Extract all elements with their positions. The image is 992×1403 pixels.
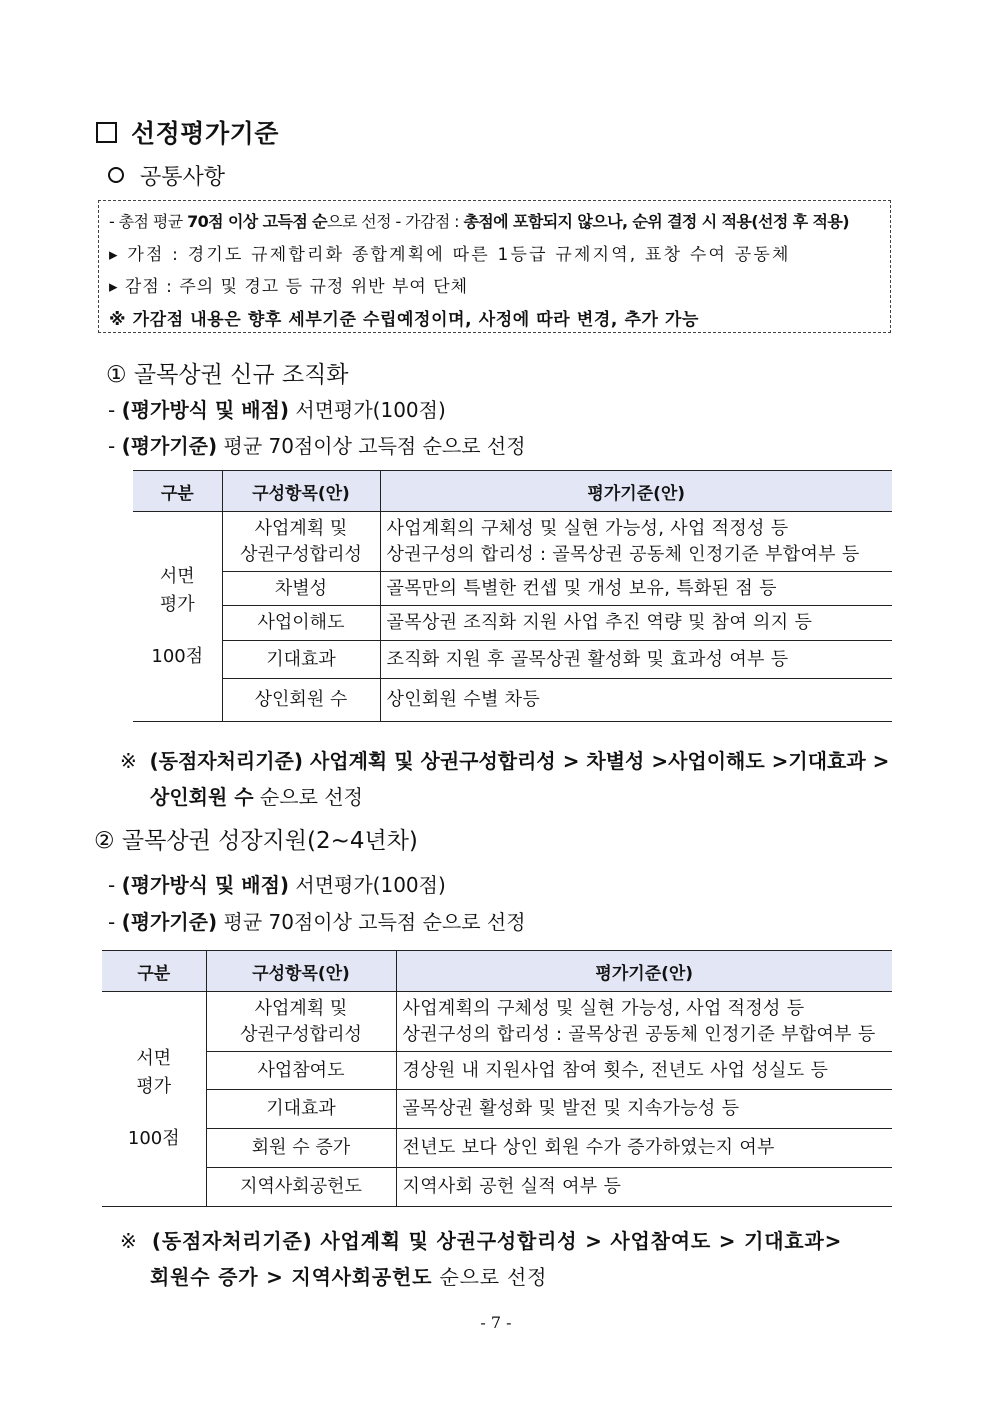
table-header-row [133,471,892,512]
note-line-3: ▸ 감점 : 주의 및 경고 등 규정 위반 부여 단체 [109,277,469,297]
part1-eval-table [133,470,892,722]
table-row [133,512,892,572]
header-category: 구분 [133,471,222,512]
page-number: - 7 - [480,1313,512,1332]
table-row [102,1052,892,1090]
section-title: 선정평가기준 [96,114,279,150]
table-row [133,606,892,641]
table-header-row [102,951,892,992]
item-cell: 사업계획 및 상권구성합리성 [206,992,396,1052]
part1-tie-rule-line2: 상인회원 수 순으로 선정 [150,785,363,809]
table-row [133,572,892,606]
note-line-2: ▸ 가점 : 경기도 규제합리화 종합계획에 따른 1등급 규제지역, 표창 수여 공동체 [109,245,791,265]
table-row [102,992,892,1052]
item-cell: 상인회원 수 [222,679,380,722]
criteria-cell: 전년도 보다 상인 회원 수가 증가하였는지 여부 [396,1129,892,1168]
item-cell: 지역사회공헌도 [206,1168,396,1207]
square-bullet-icon [96,122,117,143]
table-row [133,679,892,722]
part2-method: - (평가방식 및 배점) 서면평가(100점) [108,873,446,897]
part1-criteria: - (평가기준) 평균 70점이상 고득점 순으로 선정 [108,434,526,458]
item-cell: 사업계획 및 상권구성합리성 [222,512,380,572]
item-cell: 사업참여도 [206,1052,396,1090]
common-title: 공통사항 [108,160,225,191]
part1-method: - (평가방식 및 배점) 서면평가(100점) [108,398,446,422]
criteria-cell: 골목상권 조직화 지원 사업 추진 역량 및 참여 의지 등 [380,606,892,641]
table-row [102,1090,892,1129]
criteria-cell: 골목상권 활성화 및 발전 및 지속가능성 등 [396,1090,892,1129]
table-row [133,641,892,679]
note-line-4: ※ 가감점 내용은 향후 세부기준 수립예정이며, 사정에 따라 변경, 추가 가능 [109,310,700,330]
part2-eval-table [102,950,892,1207]
category-cell: 서면 평가 100점 [102,992,206,1207]
criteria-cell: 조직화 지원 후 골목상권 활성화 및 효과성 여부 등 [380,641,892,679]
header-item: 구성항목(안) [222,471,380,512]
criteria-cell: 경상원 내 지원사업 참여 횟수, 전년도 사업 성실도 등 [396,1052,892,1090]
item-cell: 차별성 [222,572,380,606]
part2-criteria: - (평가기준) 평균 70점이상 고득점 순으로 선정 [108,910,526,934]
item-cell: 회원 수 증가 [206,1129,396,1168]
part1-title: ① 골목상권 신규 조직화 [106,362,349,388]
header-criteria: 평가기준(안) [380,471,892,512]
common-note-box [98,200,891,333]
item-cell: 기대효과 [222,641,380,679]
criteria-cell: 지역사회 공헌 실적 여부 등 [396,1168,892,1207]
note-line-1: - 총점 평균 70점 이상 고득점 순으로 선정 - 가감점 : 총점에 포함되지 않으나, 순위 결정 시 적용(선정 후 적용) [109,212,849,231]
header-item: 구성항목(안) [206,951,396,992]
item-cell: 사업이해도 [222,606,380,641]
part1-tie-rule-line1: ※ (동점자처리기준) 사업계획 및 상권구성합리성 > 차별성 >사업이해도 >기대효과 > [120,749,890,773]
header-criteria: 평가기준(안) [396,951,892,992]
item-cell: 기대효과 [206,1090,396,1129]
part2-title: ② 골목상권 성장지원(2~4년차) [94,828,418,854]
criteria-cell: 상인회원 수별 차등 [380,679,892,722]
header-category: 구분 [102,951,206,992]
table-row [102,1168,892,1207]
category-cell: 서면 평가 100점 [133,512,222,722]
criteria-cell: 골목만의 특별한 컨셉 및 개성 보유, 특화된 점 등 [380,572,892,606]
criteria-cell: 사업계획의 구체성 및 실현 가능성, 사업 적정성 등 상권구성의 합리성 : 골목상권 공동체 인정기준 부합여부 등 [396,992,892,1052]
criteria-cell: 사업계획의 구체성 및 실현 가능성, 사업 적정성 등 상권구성의 합리성 : 골목상권 공동체 인정기준 부합여부 등 [380,512,892,572]
table-row [102,1129,892,1168]
circle-bullet-icon [108,167,124,183]
part2-tie-rule-line2: 회원수 증가 > 지역사회공헌도 순으로 선정 [150,1265,548,1289]
part2-tie-rule-line1: ※ (동점자처리기준) 사업계획 및 상권구성합리성 > 사업참여도 > 기대효과> [120,1229,843,1253]
